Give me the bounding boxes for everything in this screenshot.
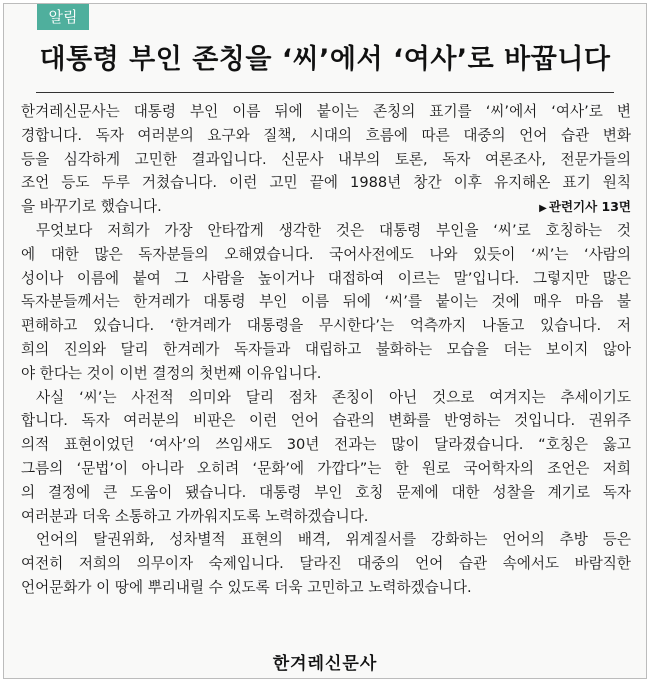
text-line: 여러분과 더욱 소통하고 가까워지도록 노력하겠습니다. — [21, 507, 369, 525]
text-line: 희의 진의와 달리 한겨레가 독자들과 대립하고 불화하는 모습을 더는 보이지 않아 — [21, 340, 631, 358]
text-line: 의적 표현이었던 ‘여사’의 쓰임새도 30년 전과는 많이 달라졌습니다. “호칭은 옳고 — [21, 436, 631, 454]
text-line: 조언 등도 두루 거쳤습니다. 이런 고민 끝에 1988년 창간 이후 유지해온 표기 원칙 — [21, 174, 631, 192]
text-line: 독자분들께서는 한겨레가 대통령 부인 이름 뒤에 ‘씨’를 붙이는 것에 매우 마음 불 — [21, 293, 631, 311]
text-line: 언어문화가 이 땅에 뿌리내릴 수 있도록 더욱 고민하고 노력하겠습니다. — [21, 578, 472, 596]
text-line: 의 결정에 큰 도움이 됐습니다. 대통령 부인 호칭 문제에 대한 성찰을 계기로 독자 — [21, 483, 631, 501]
headline: 대통령 부인 존칭을 ‘씨’에서 ‘여사’로 바꿉니다 — [39, 44, 611, 75]
text-line: 언어의 탈권위화, 성차별적 표현의 배격, 위계질서를 강화하는 언어의 추방 등은 — [36, 531, 631, 549]
text-line: 사실 ‘씨’는 사전적 의미와 달리 점차 존칭이 아닌 것으로 여겨지는 추세이기도 — [36, 388, 631, 406]
article-body — [21, 100, 631, 600]
text-line: 여전히 저희의 의무이자 숙제입니다. 달라진 대중의 언어 습관 속에서도 바람직한 — [21, 555, 631, 573]
notice-box — [3, 3, 647, 679]
related-article-link[interactable] — [539, 195, 631, 221]
paragraph-1 — [21, 100, 631, 219]
text-line: 성이나 이름에 붙여 그 사람을 높이거나 대접하여 이르는 말’입니다. 그렇지만 많은 — [21, 269, 631, 287]
text-line: 그름의 ‘문법’이 아니라 오히려 ‘문화’에 가깝다”는 한 원로 국어학자의 조언은 저희 — [21, 459, 631, 477]
arrow-right-icon: ▶ — [539, 203, 547, 215]
paragraph-4 — [21, 528, 631, 599]
text-line: 한겨레신문사는 대통령 부인 이름 뒤에 붙이는 존칭의 표기를 ‘씨’에서 ‘여사’로 변 — [21, 103, 631, 120]
text-line: 을 바꾸기로 했습니다. — [21, 198, 162, 216]
text-line: 무엇보다 저희가 가장 안타깝게 생각한 것은 대통령 부인을 ‘씨’로 호칭하는 것 — [36, 221, 631, 239]
publisher-signature: 한겨레신문사 — [272, 654, 378, 674]
paragraph-3 — [21, 386, 631, 529]
related-article-label: 관련기사 13면 — [548, 199, 631, 215]
text-line: 편해하고 있습니다. ‘한겨레가 대통령을 무시한다’는 억측까지 나돌고 있습니다. 저 — [21, 317, 631, 335]
text-line: 등을 심각하게 고민한 결과입니다. 신문사 내부의 토론, 독자 여론조사, 전문가들의 — [21, 150, 631, 168]
text-line: 합니다. 독자 여러분의 비판은 이런 언어 습관의 변화를 반영하는 것입니다. 권위주 — [21, 412, 631, 430]
text-line: 에 대한 많은 독자분들의 오해였습니다. 국어사전에도 나와 있듯이 ‘씨’는 ‘사람의 — [21, 245, 631, 263]
notice-tag: 알림 — [37, 4, 89, 30]
text-line: 야 한다는 것이 이번 결정의 첫번째 이유입니다. — [21, 364, 322, 382]
text-line: 경합니다. 독자 여러분의 요구와 질책, 시대의 흐름에 따른 대중의 언어 습관 변화 — [21, 126, 631, 144]
text-line-with-reference — [21, 195, 631, 219]
paragraph-2 — [21, 219, 631, 386]
headline-divider — [36, 92, 614, 93]
